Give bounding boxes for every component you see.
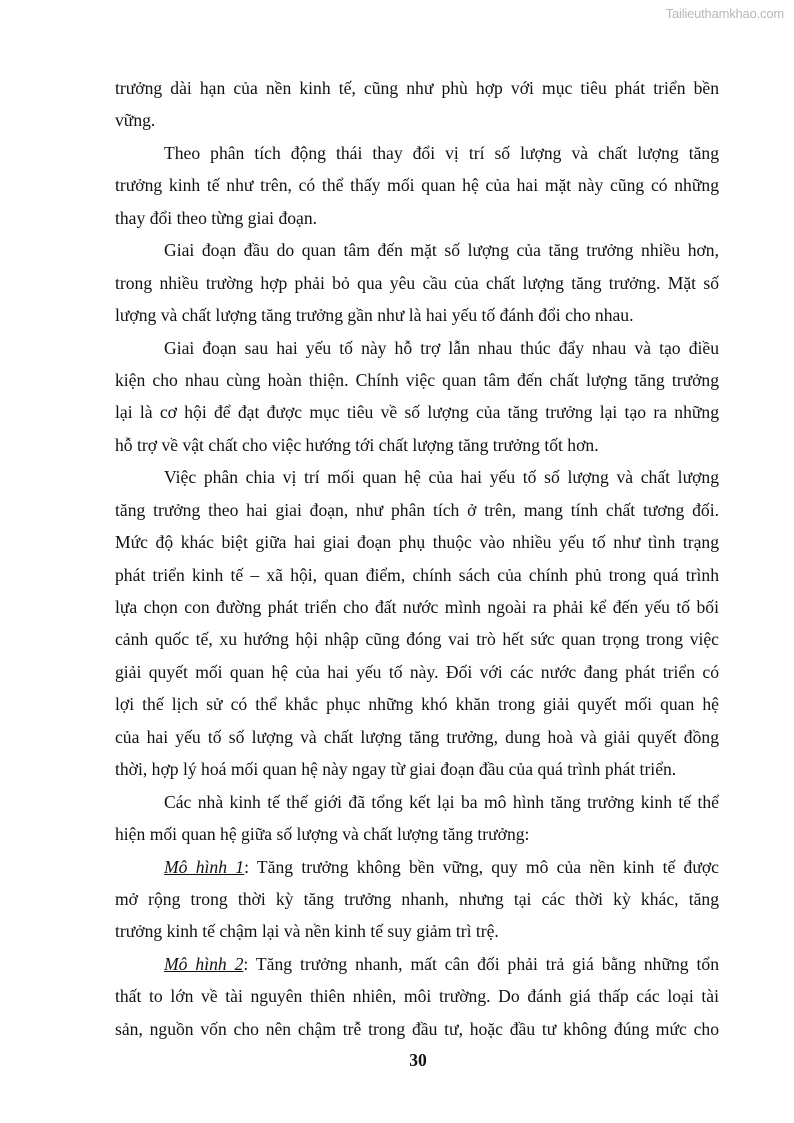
text-line: kiện cho nhau cùng hoàn thiện. Chính việc quan tâm đến chất lượng tăng trưởng [115, 369, 719, 390]
watermark: Tailieuthamkhao.com [665, 6, 784, 21]
text-line: lựa chọn con đường phát triển cho đất nước mình ngoài ra phải kể đến yếu tố bối [115, 597, 719, 617]
text-line: Giai đoạn đầu do quan tâm đến mặt số lượng của tăng trưởng nhiều hơn, [164, 240, 719, 261]
text-line: thay đổi theo từng giai đoạn. [115, 207, 318, 228]
paragraph [115, 461, 719, 785]
text-line: lại là cơ hội để đạt được mục tiêu về số lượng của tăng trưởng lại tạo ra những [115, 402, 719, 423]
text-line: Giai đoạn sau hai yếu tố này hỗ trợ lẫn nhau thúc đẩy nhau và tạo điều [164, 337, 719, 358]
text-line: cảnh quốc tế, xu hướng hội nhập cũng đóng vai trò hết sức quan trọng trong việc [115, 629, 719, 650]
model-description: : Tăng trưởng không bền vững, quy mô của nền kinh tế được [244, 856, 719, 877]
text-line: giải quyết mối quan hệ của hai yếu tố này. Đối với các nước đang phát triển có [115, 661, 719, 682]
model-label: Mô hình 1 [164, 856, 245, 877]
document-body [115, 72, 719, 1045]
text-line: phát triển kinh tế – xã hội, quan điểm, chính sách của chính phủ trong quá trình [115, 564, 719, 585]
model-2-paragraph [115, 948, 719, 1045]
text-line [115, 851, 719, 883]
text-line: trong nhiều trường hợp phải bỏ qua yêu cầu của chất lượng tăng trưởng. Mặt số [115, 272, 719, 293]
text-line: thất to lớn về tài nguyên thiên nhiên, môi trường. Do đánh giá thấp các loại tài [115, 986, 719, 1007]
text-line: vững. [115, 110, 156, 131]
text-line: trưởng kinh tế như trên, có thể thấy mối quan hệ của hai mặt này cũng có những [115, 175, 719, 196]
text-line: tăng trưởng theo hai giai đoạn, như phân tích ở trên, mang tính chất tương đối. [115, 499, 719, 520]
model-1-paragraph [115, 851, 719, 948]
text-line: lợi thế lịch sử có thể khắc phục những khó khăn trong giải quyết mối quan hệ [115, 694, 719, 715]
text-line: trưởng kinh tế chậm lại và nền kinh tế suy giảm trì trệ. [115, 921, 499, 942]
paragraph [115, 786, 719, 851]
text-line: của hai yếu tố số lượng và chất lượng tăng trưởng, dung hoà và giải quyết đồng [115, 726, 719, 747]
text-line: sản, nguồn vốn cho nên chậm trễ trong đầu tư, hoặc đầu tư không đúng mức cho [115, 1018, 719, 1039]
text-line: Mức độ khác biệt giữa hai giai đoạn phụ thuộc vào nhiều yếu tố như tình trạng [115, 532, 719, 553]
text-line: thời, hợp lý hoá mối quan hệ này ngay từ giai đoạn đầu của quá trình phát triển. [115, 759, 677, 780]
model-description: : Tăng trưởng nhanh, mất cân đối phải trả giá bằng những tổn [243, 953, 719, 974]
text-line [115, 948, 719, 980]
text-line: lượng và chất lượng tăng trưởng gần như là hai yếu tố đánh đổi cho nhau. [115, 305, 634, 326]
text-line: Theo phân tích động thái thay đổi vị trí số lượng và chất lượng tăng [164, 142, 719, 163]
text-line: mở rộng trong thời kỳ tăng trưởng nhanh, nhưng tại các thời kỳ khác, tăng [115, 888, 719, 909]
text-line: hỗ trợ về vật chất cho việc hướng tới chất lượng tăng trưởng tốt hơn. [115, 434, 599, 455]
text-line: Việc phân chia vị trí mối quan hệ của hai yếu tố số lượng và chất lượng [164, 467, 719, 488]
paragraph [115, 137, 719, 234]
page-number: 30 [409, 1050, 427, 1070]
model-label: Mô hình 2 [164, 953, 244, 974]
text-line: Các nhà kinh tế thế giới đã tổng kết lại ba mô hình tăng trưởng kinh tế thể [164, 791, 719, 812]
text-line: hiện mối quan hệ giữa số lượng và chất lượng tăng trưởng: [115, 824, 530, 845]
paragraph [115, 234, 719, 331]
text-line: trưởng dài hạn của nền kinh tế, cũng như phù hợp với mục tiêu phát triển bền [115, 78, 719, 98]
paragraph [115, 332, 719, 462]
paragraph [115, 72, 719, 137]
